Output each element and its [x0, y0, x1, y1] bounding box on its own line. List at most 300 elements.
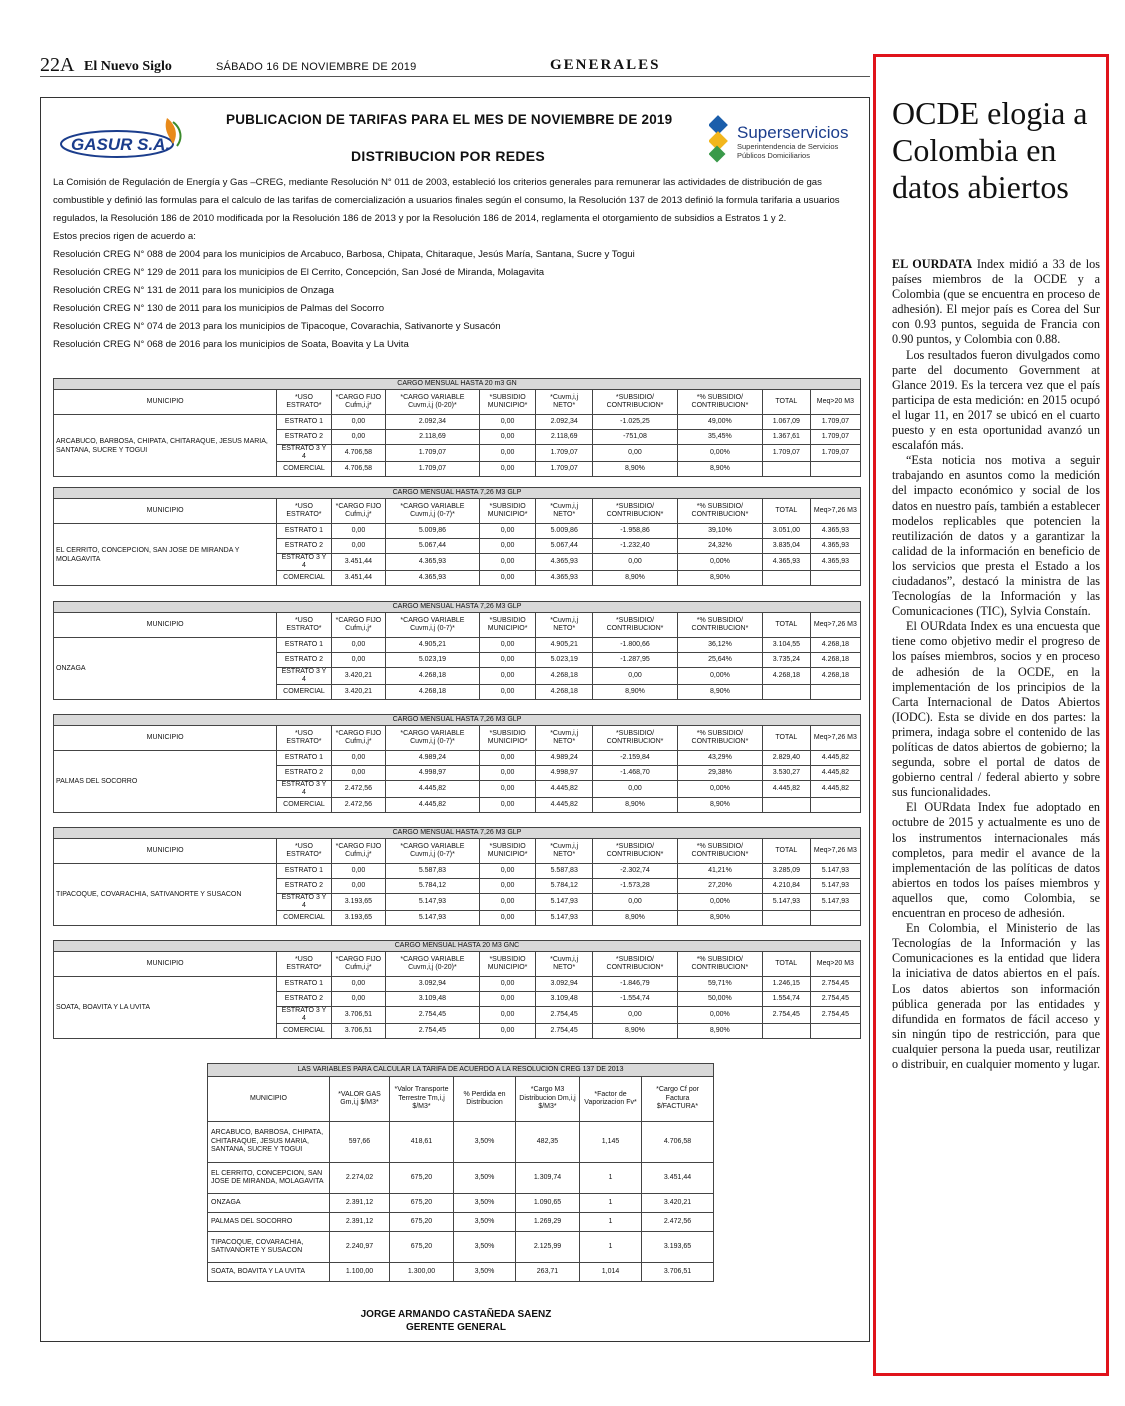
table-cell: 59,71% — [677, 977, 762, 992]
tariff-table — [53, 487, 861, 586]
column-header: Meq>7,26 M3 — [810, 499, 860, 524]
table-cell: 24,32% — [677, 539, 762, 554]
table-cell — [810, 462, 860, 477]
table-row — [208, 1232, 714, 1263]
table-cell: 3.104,55 — [762, 638, 810, 653]
table-cell: 2.472,56 — [331, 781, 385, 798]
column-header: *USO ESTRATO* — [277, 726, 331, 751]
table-cell: 4.905,21 — [536, 638, 593, 653]
notice-subtitle: DISTRIBUCION POR REDES — [351, 148, 546, 164]
table-cell: -2.302,74 — [593, 864, 678, 879]
table-cell: -1.468,70 — [593, 766, 678, 781]
notice-title: PUBLICACION DE TARIFAS PARA EL MES DE NOVIEMBRE DE 2019 — [226, 112, 673, 127]
municipio-cell: TIPACOQUE, COVARACHIA, SATIVANORTE Y SUSACON — [208, 1232, 330, 1263]
table-cell: 3.051,00 — [762, 524, 810, 539]
column-header: *CARGO VARIABLE Cuvm,i,j (0-7)* — [386, 499, 480, 524]
table-cell: 482,35 — [516, 1122, 580, 1163]
table-cell: 2.092,34 — [386, 415, 480, 430]
table-cell: 3.092,94 — [386, 977, 480, 992]
table-cell: -1.573,28 — [593, 879, 678, 894]
table-cell: 0,00 — [479, 571, 536, 586]
column-header: TOTAL — [762, 726, 810, 751]
table-cell: 2.391,12 — [330, 1213, 390, 1232]
table-cell: 0,00 — [479, 911, 536, 926]
table-cell: 0,00% — [677, 554, 762, 571]
table-cell: 8,90% — [593, 685, 678, 700]
table-cell: ESTRATO 3 Y 4 — [277, 781, 331, 798]
table-cell: 3.706,51 — [331, 1007, 385, 1024]
column-header: *Cuvm,i,j NETO* — [536, 839, 593, 864]
column-header: *CARGO FIJO Cufm,i,j* — [331, 390, 385, 415]
column-header: *USO ESTRATO* — [277, 613, 331, 638]
table-cell: 4.706,58 — [642, 1122, 714, 1163]
variables-table — [207, 1063, 714, 1282]
table-cell: 2.754,45 — [386, 1024, 480, 1039]
table-cell: COMERCIAL — [277, 571, 331, 586]
municipio-cell: PALMAS DEL SOCORRO — [54, 751, 277, 813]
table-cell: 4.445,82 — [810, 751, 860, 766]
table-cell: 49,00% — [677, 415, 762, 430]
column-header: *CARGO VARIABLE Cuvm,i,j (0-20)* — [386, 390, 480, 415]
table-cell: 3.735,24 — [762, 653, 810, 668]
column-header: *CARGO FIJO Cufm,i,j* — [331, 839, 385, 864]
table-cell: 5.147,93 — [810, 894, 860, 911]
table-cell — [762, 462, 810, 477]
table-cell: 3.285,09 — [762, 864, 810, 879]
table-cell: 0,00 — [479, 864, 536, 879]
table-cell: COMERCIAL — [277, 1024, 331, 1039]
article-body — [892, 257, 1100, 1072]
table-cell: 5.587,83 — [536, 864, 593, 879]
table-cell: -1.232,40 — [593, 539, 678, 554]
table-cell: -1.958,86 — [593, 524, 678, 539]
table-cell: 1.367,61 — [762, 430, 810, 445]
table-cell: ESTRATO 3 Y 4 — [277, 894, 331, 911]
column-header: *USO ESTRATO* — [277, 390, 331, 415]
column-header: *% SUBSIDIO/ CONTRIBUCION* — [677, 952, 762, 977]
table-cell: -1.554,74 — [592, 992, 677, 1007]
notice-paragraph: Resolución CREG N° 088 de 2004 para los municipios de Arcabuco, Barbosa, Chipata, Chitaraque, Jesús María, Santana, Sucre y Togui — [53, 249, 635, 260]
table-cell: -1.025,25 — [593, 415, 678, 430]
table-cell: ESTRATO 1 — [277, 977, 331, 992]
table-cell: 41,21% — [677, 864, 762, 879]
table-cell: 418,61 — [390, 1122, 454, 1163]
table-cell: 0,00 — [479, 977, 536, 992]
table-row — [54, 524, 861, 539]
column-header: *Factor de Vaporizacion Fv* — [580, 1077, 642, 1122]
column-header: MUNICIPIO — [54, 499, 277, 524]
table-cell: 3.451,44 — [331, 571, 385, 586]
table-caption: CARGO MENSUAL HASTA 20 m3 GN — [54, 379, 861, 390]
table-cell: 8,90% — [593, 571, 678, 586]
table-cell: ESTRATO 3 Y 4 — [277, 445, 331, 462]
table-row — [54, 638, 861, 653]
table-cell: 2.240,97 — [330, 1232, 390, 1263]
column-header: *Cuvm,i,j NETO* — [536, 499, 593, 524]
table-cell: 3.420,21 — [331, 668, 385, 685]
table-cell: 0,00 — [479, 766, 536, 781]
table-cell: -1.287,95 — [593, 653, 678, 668]
column-header: MUNICIPIO — [54, 726, 277, 751]
table-cell: 2.754,45 — [810, 992, 860, 1007]
table-cell: 0,00 — [331, 430, 385, 445]
table-cell — [762, 798, 810, 813]
table-cell: 0,00 — [331, 415, 385, 430]
table-cell: 0,00 — [331, 638, 385, 653]
table-cell: 4.445,82 — [386, 781, 480, 798]
table-cell — [762, 1024, 810, 1039]
table-cell: COMERCIAL — [277, 798, 331, 813]
table-cell — [810, 911, 860, 926]
table-cell: 8,90% — [593, 462, 678, 477]
column-header: *% SUBSIDIO/ CONTRIBUCION* — [677, 390, 762, 415]
svg-text:GASUR S.A.: GASUR S.A. — [71, 135, 171, 154]
table-cell: 4.365,93 — [810, 539, 860, 554]
article-paragraph: “Esta noticia nos motiva a seguir trabajando en asuntos como la medición del impacto económico y social de los datos en nuestro país, también a establecer modelos replicables que potencien la reutilización de datos y a garantizar la calidad de la información en beneficio de los servicios que presta el Estado a los ciudadanos”, destacó la ministra de las Tecnologías de la Información y las Comunicaciones (TIC), Sylvia Constaín. — [892, 453, 1100, 619]
column-header: TOTAL — [762, 952, 810, 977]
table-cell: 8,90% — [593, 911, 678, 926]
table-cell: ESTRATO 1 — [277, 415, 331, 430]
table-cell: 0,00 — [331, 992, 385, 1007]
table-cell: ESTRATO 2 — [277, 879, 331, 894]
column-header: *CARGO VARIABLE Cuvm,i,j (0-7)* — [386, 839, 480, 864]
table-cell: 0,00 — [479, 992, 536, 1007]
tariff-table — [53, 601, 861, 700]
table-cell: 4.989,24 — [536, 751, 593, 766]
table-cell: 4.365,93 — [810, 554, 860, 571]
table-cell: 0,00 — [593, 554, 678, 571]
table-cell: 8,90% — [677, 1024, 762, 1039]
table-cell: 1.554,74 — [762, 992, 810, 1007]
table-cell: 1,145 — [580, 1122, 642, 1163]
table-cell: 27,20% — [677, 879, 762, 894]
notice-paragraph: Estos precios rigen de acuerdo a: — [53, 231, 196, 242]
table-cell: ESTRATO 2 — [277, 653, 331, 668]
column-header: % Perdida en Distribucion — [454, 1077, 516, 1122]
table-cell: 0,00 — [479, 415, 536, 430]
column-header: Meq>20 M3 — [810, 952, 860, 977]
table-caption: LAS VARIABLES PARA CALCULAR LA TARIFA DE ACUERDO A LA RESOLUCION CREG 137 DE 2013 — [208, 1064, 714, 1077]
column-header: TOTAL — [762, 390, 810, 415]
municipio-cell: ONZAGA — [208, 1194, 330, 1213]
page-number: 22A — [40, 54, 75, 76]
table-cell: 3.706,51 — [642, 1263, 714, 1282]
table-cell: 0,00 — [593, 781, 678, 798]
municipio-cell: TIPACOQUE, COVARACHIA, SATIVANORTE Y SUSACON — [54, 864, 277, 926]
table-cell: 0,00 — [479, 430, 536, 445]
table-cell: 3.193,65 — [331, 894, 385, 911]
signature — [41, 1308, 871, 1334]
table-cell: 1 — [580, 1163, 642, 1194]
table-cell: ESTRATO 1 — [277, 864, 331, 879]
table-cell: 1.709,07 — [810, 445, 860, 462]
table-cell: ESTRATO 3 Y 4 — [277, 1007, 331, 1024]
table-cell — [762, 685, 810, 700]
table-row — [54, 977, 861, 992]
tariff-table — [53, 827, 861, 926]
column-header: *CARGO VARIABLE Cuvm,i,j (0-20)* — [386, 952, 480, 977]
table-cell: 0,00 — [479, 668, 536, 685]
column-header: Meq>7,26 M3 — [810, 613, 860, 638]
table-cell — [810, 685, 860, 700]
notice-paragraph: Resolución CREG N° 068 de 2016 para los municipios de Soata, Boavita y La Uvita — [53, 339, 409, 350]
table-cell: 8,90% — [677, 571, 762, 586]
table-cell: ESTRATO 2 — [277, 430, 331, 445]
table-cell: 5.147,93 — [536, 911, 593, 926]
table-row — [208, 1263, 714, 1282]
column-header: *USO ESTRATO* — [277, 839, 331, 864]
table-cell: 0,00 — [479, 879, 536, 894]
table-cell — [762, 911, 810, 926]
notice-paragraph: Resolución CREG N° 074 de 2013 para los municipios de Tipacoque, Covarachia, Sativanorte y Susacón — [53, 321, 501, 332]
table-cell: 1.246,15 — [762, 977, 810, 992]
table-cell: 0,00 — [331, 766, 385, 781]
article-headline: OCDE elogia a Colombia en datos abiertos — [892, 95, 1088, 205]
table-cell: 2.754,45 — [536, 1007, 593, 1024]
table-cell: 0,00 — [479, 554, 536, 571]
column-header: *% SUBSIDIO/ CONTRIBUCION* — [677, 499, 762, 524]
column-header: MUNICIPIO — [54, 390, 277, 415]
column-header: *SUBSIDIO MUNICIPIO* — [479, 952, 536, 977]
table-cell: 4.268,18 — [386, 668, 480, 685]
table-cell: 0,00 — [479, 685, 536, 700]
table-cell: 3.835,04 — [762, 539, 810, 554]
table-cell: 1 — [580, 1232, 642, 1263]
column-header: *SUBSIDIO/ CONTRIBUCION* — [593, 390, 678, 415]
table-cell: 4.268,18 — [810, 653, 860, 668]
column-header: *SUBSIDIO MUNICIPIO* — [479, 390, 536, 415]
table-row — [208, 1122, 714, 1163]
column-header: *SUBSIDIO MUNICIPIO* — [479, 726, 536, 751]
table-cell: 0,00 — [479, 462, 536, 477]
table-cell: 0,00 — [479, 524, 536, 539]
table-cell — [810, 1024, 860, 1039]
table-cell: 3.420,21 — [642, 1194, 714, 1213]
table-cell: 4.998,97 — [386, 766, 480, 781]
table-cell: 5.147,93 — [386, 911, 480, 926]
column-header: *Cargo Cf por Factura $/FACTURA* — [642, 1077, 714, 1122]
table-cell: ESTRATO 1 — [277, 524, 331, 539]
table-cell: 0,00% — [677, 894, 762, 911]
notice-paragraph: La Comisión de Regulación de Energía y Gas –CREG, mediante Resolución N° 011 de 2003, estableció los criterios generales para remunerar las actividades de distribución de gas combustible y definió las formulas para el calculo de las tarifas de comercialización a usuarios finales según el consumo, la Resolución 137 de 2013 definió la formula tarifaria a usuarios regulados, la Resolución 186 de 2010 modificada por la Resolución 186 de 2013 y por la Resolución 186 de 2014, reglamenta el otorgamiento de subsidios a Estratos 1 y 2. — [53, 177, 840, 224]
signature-role: GERENTE GENERAL — [405, 1322, 506, 1333]
table-cell: 43,29% — [677, 751, 762, 766]
table-cell: 8,90% — [592, 1024, 677, 1039]
column-header: *SUBSIDIO/ CONTRIBUCION* — [593, 613, 678, 638]
table-cell: 3.451,44 — [331, 554, 385, 571]
table-cell: ESTRATO 2 — [277, 992, 331, 1007]
column-header: TOTAL — [762, 613, 810, 638]
table-cell: 2.754,45 — [536, 1024, 593, 1039]
article-lead-text: Index midió a 33 de los países miembros de la OCDE y a Colombia (que se encuentra en proceso de adhesión). El mejor país es Corea del Sur con 0.93 puntos, seguida de Francia con 0.90 puntos, y Colombia con 0.88. — [892, 257, 1101, 347]
column-header: *USO ESTRATO* — [277, 952, 331, 977]
column-header: *Valor Transporte Terrestre Tm,i,j $/M3* — [390, 1077, 454, 1122]
table-cell: COMERCIAL — [277, 462, 331, 477]
table-cell: 4.989,24 — [386, 751, 480, 766]
tariff-notice — [40, 97, 870, 1342]
table-cell: 4.268,18 — [536, 685, 593, 700]
news-article — [873, 54, 1109, 1376]
notice-body — [53, 174, 863, 354]
table-cell: 5.067,44 — [386, 539, 480, 554]
table-cell: 25,64% — [677, 653, 762, 668]
table-cell: 4.268,18 — [386, 685, 480, 700]
column-header: *% SUBSIDIO/ CONTRIBUCION* — [677, 839, 762, 864]
table-cell: 4.998,97 — [536, 766, 593, 781]
table-cell: 3,50% — [454, 1194, 516, 1213]
column-header: *CARGO VARIABLE Cuvm,i,j (0-7)* — [386, 613, 480, 638]
table-cell: 3,50% — [454, 1213, 516, 1232]
column-header: *USO ESTRATO* — [277, 499, 331, 524]
table-cell: 5.009,86 — [386, 524, 480, 539]
table-cell: 675,20 — [390, 1213, 454, 1232]
table-cell: 4.905,21 — [386, 638, 480, 653]
table-cell: 8,90% — [593, 798, 678, 813]
column-header: *SUBSIDIO/ CONTRIBUCION* — [593, 839, 678, 864]
newspaper-name: El Nuevo Siglo — [84, 59, 172, 74]
table-cell: 2.472,56 — [642, 1213, 714, 1232]
table-cell: 4.445,82 — [810, 781, 860, 798]
table-cell: 4.365,93 — [762, 554, 810, 571]
municipio-cell: SOATA, BOAVITA Y LA UVITA — [54, 977, 277, 1039]
column-header: *Cuvm,i,j NETO* — [536, 726, 593, 751]
municipio-cell: PALMAS DEL SOCORRO — [208, 1213, 330, 1232]
table-cell: 4.268,18 — [810, 638, 860, 653]
table-caption: CARGO MENSUAL HASTA 7,26 M3 GLP — [54, 488, 861, 499]
table-cell: ESTRATO 3 Y 4 — [277, 668, 331, 685]
table-cell: 1.269,29 — [516, 1213, 580, 1232]
column-header: *% SUBSIDIO/ CONTRIBUCION* — [677, 613, 762, 638]
table-cell: 1.309,74 — [516, 1163, 580, 1194]
column-header: MUNICIPIO — [208, 1077, 330, 1122]
table-cell: 0,00 — [331, 879, 385, 894]
table-cell: 3.451,44 — [642, 1163, 714, 1194]
table-cell: 5.067,44 — [536, 539, 593, 554]
table-cell: 2.754,45 — [386, 1007, 480, 1024]
table-cell: 0,00 — [479, 1024, 536, 1039]
section-name: GENERALES — [550, 57, 661, 73]
table-caption: CARGO MENSUAL HASTA 7,26 M3 GLP — [54, 828, 861, 839]
table-cell: 5.784,12 — [386, 879, 480, 894]
municipio-cell: EL CERRITO, CONCEPCION, SAN JOSE DE MIRANDA, MOLAGAVITA — [208, 1163, 330, 1194]
table-cell: 5.023,19 — [536, 653, 593, 668]
table-cell: 4.268,18 — [762, 668, 810, 685]
table-cell: 2.391,12 — [330, 1194, 390, 1213]
table-cell: 0,00% — [677, 781, 762, 798]
table-cell: 1.709,07 — [536, 445, 593, 462]
column-header: *SUBSIDIO/ CONTRIBUCION* — [592, 952, 677, 977]
table-cell: 3,50% — [454, 1232, 516, 1263]
table-cell: 0,00 — [479, 781, 536, 798]
table-cell: 0,00 — [593, 668, 678, 685]
table-cell: 3,50% — [454, 1163, 516, 1194]
table-cell: 3,50% — [454, 1122, 516, 1163]
table-cell: 263,71 — [516, 1263, 580, 1282]
article-paragraph: El OURdata Index fue adoptado en octubre de 2015 y actualmente es uno de los instrumentos internacionales más completos, para medir el avance de la implementación de las políticas de datos abiertos en todos los países miembros y aquellos que, como Colombia, se encuentran en proceso de adhesión. — [892, 800, 1100, 921]
table-row — [208, 1194, 714, 1213]
table-cell: ESTRATO 1 — [277, 751, 331, 766]
table-cell: 4.706,58 — [331, 462, 385, 477]
table-cell: 2.274,02 — [330, 1163, 390, 1194]
tariff-table — [53, 714, 861, 813]
municipio-cell: ARCABUCO, BARBOSA, CHIPATA, CHITARAQUE, JESUS MARIA, SANTANA, SUCRE Y TOGUI — [54, 415, 277, 477]
table-cell: -1.846,79 — [592, 977, 677, 992]
column-header: TOTAL — [762, 499, 810, 524]
table-cell: 0,00 — [479, 1007, 536, 1024]
column-header: *CARGO VARIABLE Cuvm,i,j (0-7)* — [386, 726, 480, 751]
table-cell: 4.365,93 — [536, 554, 593, 571]
table-cell: 0,00 — [479, 539, 536, 554]
article-paragraph — [892, 257, 1100, 348]
table-cell: 1.709,07 — [536, 462, 593, 477]
municipio-cell: ARCABUCO, BARBOSA, CHIPATA, CHITARAQUE, JESUS MARIA, SANTANA, SUCRE Y TOGUI — [208, 1122, 330, 1163]
table-cell: 5.147,93 — [810, 879, 860, 894]
column-header: *Cargo M3 Distribucion Dm,i,j $/M3* — [516, 1077, 580, 1122]
column-header: *CARGO FIJO Cufm,i,j* — [331, 613, 385, 638]
table-cell: 0,00% — [677, 668, 762, 685]
table-caption: CARGO MENSUAL HASTA 7,26 M3 GLP — [54, 602, 861, 613]
table-cell: 1.709,07 — [386, 445, 480, 462]
table-cell: 3.092,94 — [536, 977, 593, 992]
column-header: Meq>7,26 M3 — [810, 726, 860, 751]
notice-paragraph: Resolución CREG N° 130 de 2011 para los municipios de Palmas del Socorro — [53, 303, 385, 314]
table-cell: 2.472,56 — [331, 798, 385, 813]
table-cell: 675,20 — [390, 1232, 454, 1263]
column-header: *% SUBSIDIO/ CONTRIBUCION* — [677, 726, 762, 751]
table-cell: ESTRATO 1 — [277, 638, 331, 653]
column-header: Meq>20 M3 — [810, 390, 860, 415]
table-cell: 8,90% — [677, 798, 762, 813]
table-cell: 1.100,00 — [330, 1263, 390, 1282]
table-cell — [810, 798, 860, 813]
tariff-table — [53, 378, 861, 477]
table-caption: CARGO MENSUAL HASTA 20 M3 GNC — [54, 941, 861, 952]
table-cell: 1.709,07 — [810, 415, 860, 430]
table-cell: 0,00 — [592, 1007, 677, 1024]
table-cell: 0,00% — [677, 445, 762, 462]
table-cell: 2.829,40 — [762, 751, 810, 766]
table-cell: 5.023,19 — [386, 653, 480, 668]
table-row — [54, 415, 861, 430]
table-cell: 5.009,86 — [536, 524, 593, 539]
table-cell: 4.268,18 — [536, 668, 593, 685]
svg-text:Públicos Domiciliarios: Públicos Domiciliarios — [737, 151, 810, 160]
table-cell: 3.706,51 — [331, 1024, 385, 1039]
table-cell: 675,20 — [390, 1163, 454, 1194]
table-cell: 1.300,00 — [390, 1263, 454, 1282]
table-cell: 4.268,18 — [810, 668, 860, 685]
table-cell: 1.709,07 — [810, 430, 860, 445]
table-cell: 2.092,34 — [536, 415, 593, 430]
table-cell: 4.365,93 — [536, 571, 593, 586]
table-cell: 8,90% — [677, 462, 762, 477]
svg-text:Superservicios: Superservicios — [737, 123, 849, 142]
table-cell: 5.147,93 — [386, 894, 480, 911]
table-cell: 4.445,82 — [536, 781, 593, 798]
table-cell: 0,00 — [479, 638, 536, 653]
municipio-cell: ONZAGA — [54, 638, 277, 700]
column-header: MUNICIPIO — [54, 613, 277, 638]
table-caption: CARGO MENSUAL HASTA 7,26 M3 GLP — [54, 715, 861, 726]
column-header: *SUBSIDIO/ CONTRIBUCION* — [593, 499, 678, 524]
table-cell: 0,00 — [593, 894, 678, 911]
table-cell: 1 — [580, 1213, 642, 1232]
table-cell: 0,00 — [331, 539, 385, 554]
table-cell: 1.090,65 — [516, 1194, 580, 1213]
table-cell: 36,12% — [677, 638, 762, 653]
table-row — [208, 1163, 714, 1194]
column-header: *Cuvm,i,j NETO* — [536, 390, 593, 415]
